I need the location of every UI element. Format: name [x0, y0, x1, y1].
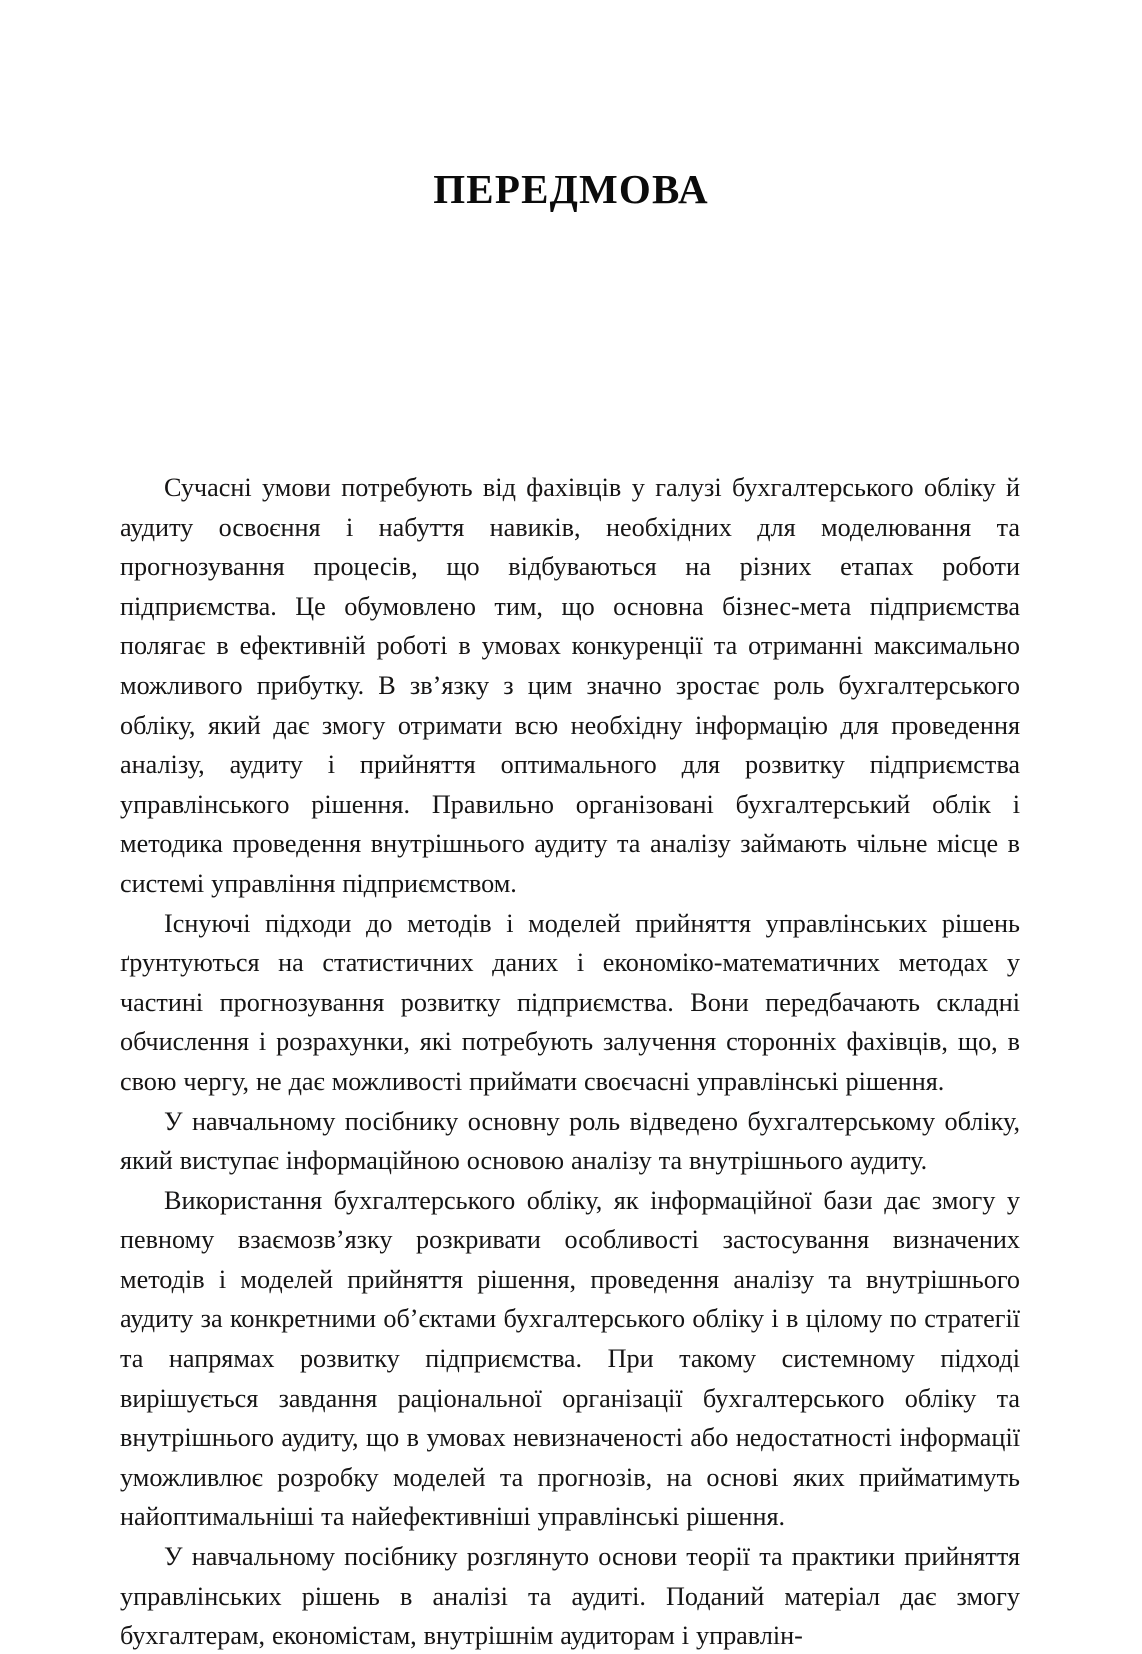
body-text-block [120, 468, 1020, 1654]
paragraph: Використання бухгалтерського обліку, як інформаційної бази дає змогу у певному взаємозв’язку розкривати особливості застосування визначених методів і моделей прийняття рішення, проведення аналізу та внутрішнього аудиту за конкретними об’єктами бухгалтерського обліку і в цілому по стратегії та напрямах розвитку підприємства. При такому системному підході вирішується завдання раціональної організації бухгалтерського обліку та внутрішнього аудиту, що в умовах невизначеності або недостатності інформації уможливлює розробку моделей та прогнозів, на основі яких прийматимуть найоптимальніші та найефективніші управлінські рішення. [120, 1185, 1020, 1532]
page-title: ПЕРЕДМОВА [433, 166, 709, 213]
paragraph: Сучасні умови потребують від фахівців у галузі бухгалтерського обліку й аудиту освоєння і набуття навиків, необхідних для моделювання та прогнозування процесів, що відбуваються на різних етапах роботи підприємства. Це обумовлено тим, що основна бізнес-мета підприємства полягає в ефективній роботі в умовах конкуренції та отриманні максимально можливого прибутку. В зв’язку з цим значно зростає роль бухгалтерського обліку, який дає змогу отримати всю необхідну інформацію для проведення аналізу, аудиту і прийняття оптимального для розвитку підприємства управлінського рішення. Правильно організовані бухгалтерський облік і методика проведення внутрішнього аудиту та аналізу займають чільне місце в системі управління підприємством. [120, 473, 1020, 898]
paragraph: Існуючі підходи до методів і моделей прийняття управлінських рішень ґрунтуються на статистичних даних і економіко-математичних методах у частині прогнозування розвитку підприємства. Вони передбачають складні обчислення і розрахунки, які потребують залучення сторонніх фахівців, що, в свою чергу, не дає можливості приймати своєчасні управлінські рішення. [120, 908, 1020, 1096]
paragraph: У навчальному посібнику розглянуто основи теорії та практики прийняття управлінських рішень в аналізі та аудиті. Поданий матеріал дає змогу бухгалтерам, економістам, внутрішнім аудиторам і управлін- [120, 1542, 1020, 1651]
paragraph: У навчальному посібнику основну роль відведено бухгалтерському обліку, який виступає інформаційною основою аналізу та внутрішнього аудиту. [120, 1106, 1020, 1176]
